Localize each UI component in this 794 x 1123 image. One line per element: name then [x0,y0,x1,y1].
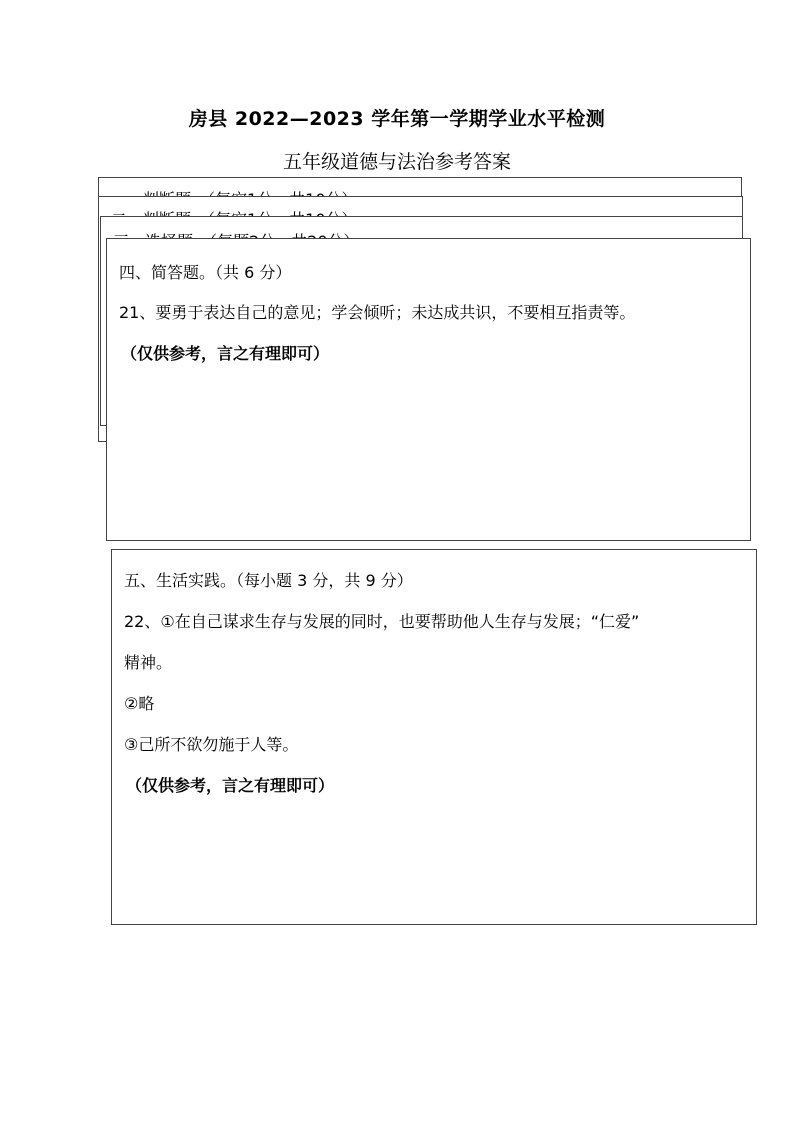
answer-22-line-2: 精神。 [124,653,173,672]
section-four-box [106,238,751,541]
section-five-note: （仅供参考，言之有理即可） [126,776,335,795]
answer-22-part-3: ③己所不欲勿施于人等。 [124,735,299,754]
section-four-note: （仅供参考，言之有理即可） [121,344,330,363]
section-five-box [111,549,757,925]
section-five-heading: 五、生活实践。（每小题 3 分，共 9 分） [124,571,413,590]
answer-22-line-1: 22、①在自己谋求生存与发展的同时，也要帮助他人生存与发展；“仁爱” [124,612,640,631]
section-four-heading: 四、简答题。（共 6 分） [119,263,292,282]
document-subtitle: 五年级道德与法治参考答案 [282,151,511,173]
answer-22-part-2: ②略 [124,694,155,713]
document-title: 房县 2022—2023 学年第一学期学业水平检测 [188,108,606,130]
answer-21: 21、要勇于表达自己的意见；学会倾听；未达成共识，不要相互指责等。 [119,303,636,322]
